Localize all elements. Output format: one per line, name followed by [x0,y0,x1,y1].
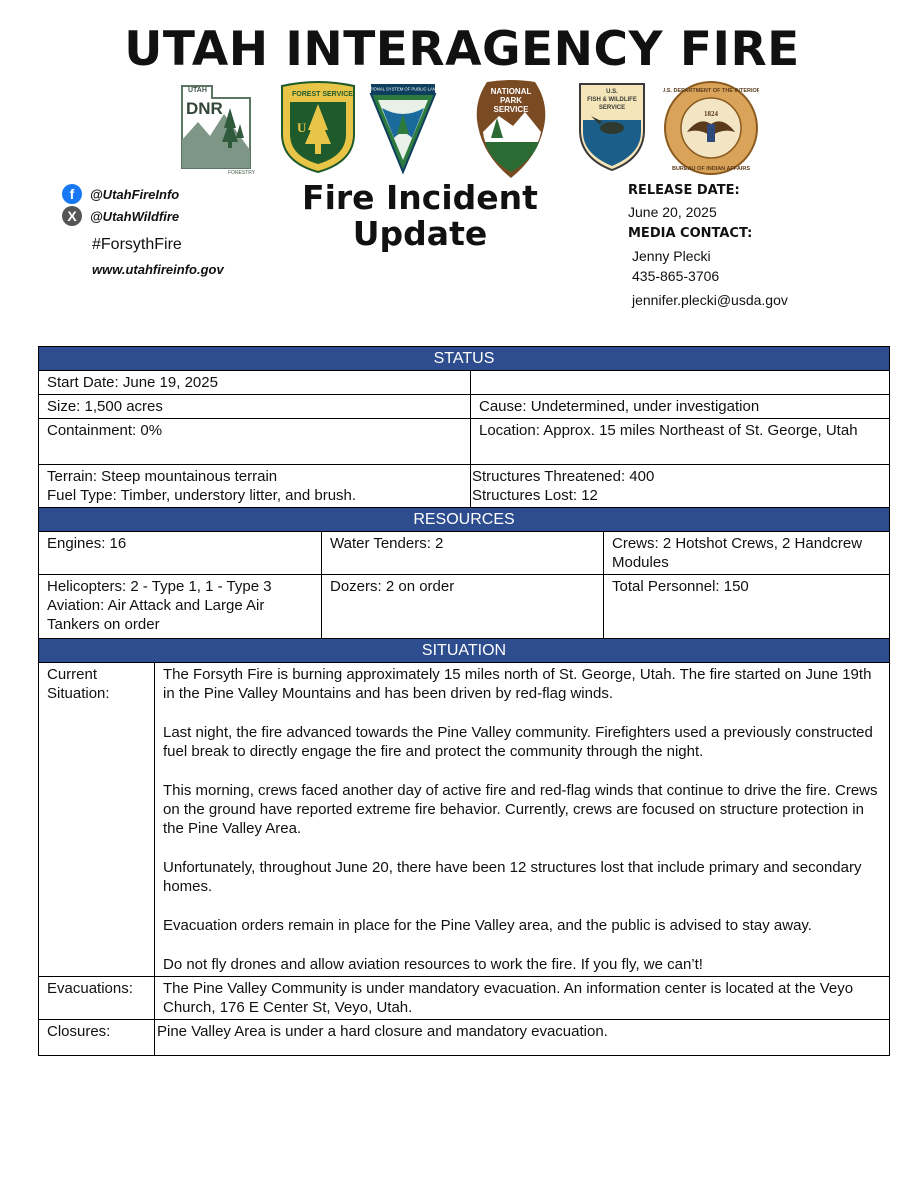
svg-text:NATIONAL SYSTEM OF PUBLIC LAND: NATIONAL SYSTEM OF PUBLIC LANDS [368,86,438,92]
subtitle-line-1: Fire Incident [302,178,538,217]
facebook-handle[interactable]: @UtahFireInfo [90,186,180,202]
location-cell: Location: Approx. 15 miles Northeast of St. George, Utah [471,419,890,465]
closures-cell: Pine Valley Area is under a hard closure and mandatory evacuation. [155,1020,890,1056]
total-personnel-cell: Total Personnel: 150 [604,575,890,639]
forest-service-logo [278,80,358,175]
release-date-label: RELEASE DATE: [628,183,740,198]
fws-logo [577,80,647,172]
structures-threatened: Structures Threatened: 400 [472,468,655,485]
dnr-emblem-icon [180,80,260,175]
air-resources-cell [39,575,322,639]
fws-shield-icon [577,80,647,172]
svg-text:U S: U S [297,120,317,135]
svg-text:FOREST SERVICE: FOREST SERVICE [292,91,353,98]
forest-service-shield-icon [278,80,358,175]
situation-paragraph: Last night, the fire advanced towards the Pine Valley community. Firefighters used a previously constructed fuel break to directly engage the fire and protect the community through the night. [163,724,873,760]
aviation-text: Aviation: Air Attack and Large Air Tankers on order [47,597,265,633]
hashtag: #ForsythFire [92,236,182,253]
svg-text:1824: 1824 [704,110,718,118]
incident-table [38,346,890,1056]
svg-text:U.S. DEPARTMENT OF THE INTERIO: U.S. DEPARTMENT OF THE INTERIOR [663,88,759,94]
size-cell: Size: 1,500 acres [39,395,471,419]
evacuations-label: Evacuations: [39,977,155,1020]
subtitle-line-2: Update [352,214,488,253]
svg-text:FISH & WILDLIFE: FISH & WILDLIFE [587,97,637,103]
engines-cell: Engines: 16 [39,532,322,575]
nps-arrowhead-icon [473,80,549,180]
bia-seal-logo [663,80,759,176]
water-tenders-cell: Water Tenders: 2 [322,532,604,575]
crews-cell: Crews: 2 Hotshot Crews, 2 Handcrew Modules [604,532,890,575]
blm-logo [368,80,438,175]
fuel-type-text: Fuel Type: Timber, understory litter, and brush. [47,487,357,504]
website-link[interactable]: www.utahfireinfo.gov [92,262,224,277]
cause-cell: Cause: Undetermined, under investigation [471,395,890,419]
bia-seal-icon [663,80,759,176]
situation-paragraph: Unfortunately, throughout June 20, there have been 12 structures lost that include primary and secondary homes. [163,859,862,895]
empty-cell [471,371,890,395]
status-header: STATUS [39,347,890,371]
svg-text:BUREAU OF INDIAN AFFAIRS: BUREAU OF INDIAN AFFAIRS [671,166,751,172]
release-date: June 20, 2025 [628,204,717,220]
svg-text:DNR: DNR [186,99,223,118]
current-situation-label: Current Situation: [39,663,155,977]
terrain-fuel-cell [39,465,471,508]
closures-label: Closures: [39,1020,155,1056]
svg-text:NATIONAL: NATIONAL [490,87,532,96]
document-subtitle [290,180,550,252]
x-icon: X [62,206,82,226]
containment-cell: Containment: 0% [39,419,471,465]
situation-paragraph: Evacuation orders remain in place for the Pine Valley area, and the public is advised to stay away. [163,917,812,934]
evacuations-cell: The Pine Valley Community is under mandatory evacuation. An information center is located at the Veyo Church, 176 E Center St, Veyo, Utah. [155,977,890,1020]
current-situation-cell [155,663,890,977]
dozers-cell: Dozers: 2 on order [322,575,604,639]
nps-logo [473,80,549,180]
blm-emblem-icon [368,80,438,175]
structures-cell [471,465,890,508]
svg-text:FORESTRY: FORESTRY [228,170,256,175]
contact-phone: 435-865-3706 [632,268,720,284]
contact-email[interactable]: jennifer.plecki@usda.gov [632,292,788,308]
social-links [62,183,179,227]
page-title: UTAH INTERAGENCY FIRE [124,22,800,77]
svg-text:UTAH: UTAH [188,87,207,94]
start-date-cell: Start Date: June 19, 2025 [39,371,471,395]
media-contact-label: MEDIA CONTACT: [628,226,753,241]
svg-text:SERVICE: SERVICE [598,105,626,111]
svg-text:SERVICE: SERVICE [493,105,529,114]
situation-paragraph: The Forsyth Fire is burning approximately 15 miles north of St. George, Utah. The fire started on June 19th in the Pine Valley Mountains and has been driven by red-flag winds. [163,666,872,702]
structures-lost: Structures Lost: 12 [472,487,598,504]
svg-text:PARK: PARK [499,96,523,105]
svg-text:U.S.: U.S. [606,89,618,95]
utah-dnr-logo [180,80,260,175]
situation-header: SITUATION [39,639,890,663]
facebook-icon: f [62,184,82,204]
x-handle[interactable]: @UtahWildfire [90,208,180,224]
contact-name: Jenny Plecki [632,248,711,264]
release-info [628,183,788,308]
resources-header: RESOURCES [39,508,890,532]
helicopters-text: Helicopters: 2 - Type 1, 1 - Type 3 [47,578,272,595]
situation-paragraph: This morning, crews faced another day of active fire and red-flag winds that continue to drive the fire. Crews on the ground have reported extreme fire behavior. Currently, crews are focused on structure protection in the Pine Valley Area. [163,782,878,837]
terrain-text: Terrain: Steep mountainous terrain [47,468,278,485]
situation-paragraph: Do not fly drones and allow aviation resources to work the fire. If you fly, we can’t! [163,956,703,973]
